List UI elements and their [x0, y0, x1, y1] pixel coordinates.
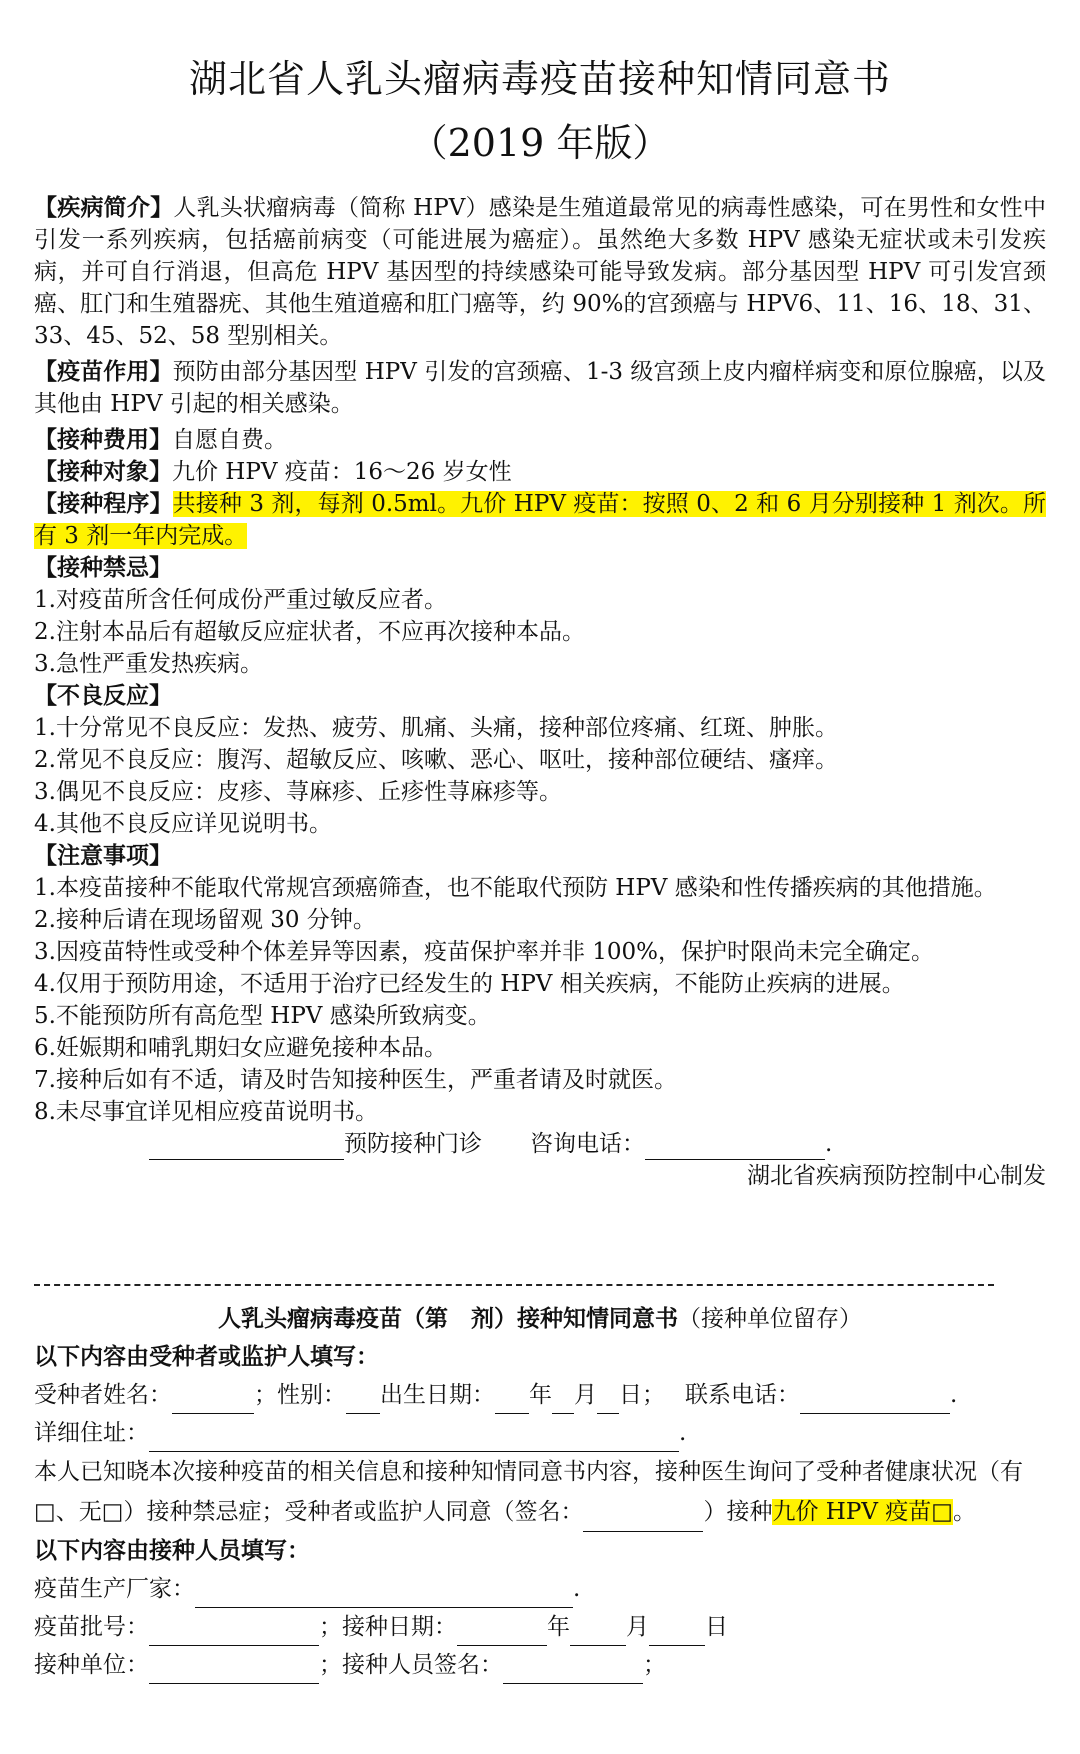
consent-end: 。 — [952, 1499, 976, 1525]
contact-phone-label: 联系电话： — [685, 1382, 800, 1408]
address-row — [34, 1414, 1046, 1452]
stub-title-row — [34, 1300, 1046, 1338]
dob-month-field[interactable] — [552, 1389, 574, 1414]
vaccination-unit-label: 接种单位： — [34, 1652, 149, 1678]
dob-year-field[interactable] — [495, 1389, 529, 1414]
fee-text: 自愿自费。 — [172, 427, 287, 453]
issuer: 湖北省疾病预防控制中心制发 — [747, 1163, 1046, 1189]
manufacturer-field[interactable] — [195, 1583, 573, 1608]
clinic-name-field[interactable] — [149, 1135, 344, 1160]
vaccination-day-field[interactable] — [649, 1621, 705, 1646]
contact-phone-field[interactable] — [800, 1389, 950, 1414]
contraindications-label: 【接种禁忌】 — [34, 555, 172, 581]
separator: ； — [254, 1382, 277, 1408]
adverse-reactions-label: 【不良反应】 — [34, 683, 172, 709]
address-label: 详细住址： — [34, 1420, 149, 1446]
phone-period: . — [825, 1131, 833, 1157]
recipient-name-label: 受种者姓名： — [34, 1382, 172, 1408]
vaccination-unit-field[interactable] — [149, 1659, 319, 1684]
target-text: 九价 HPV 疫苗：16～26 岁女性 — [172, 459, 512, 485]
disease-intro-text: 人乳头状瘤病毒（简称 HPV）感染是生殖道最常见的病毒性感染，可在男性和女性中引发一系列疾病，包括癌前病变（可能进展为癌症）。虽然绝大多数 HPV 感染无症状或未引发疾病，并可自行消退，但高危 HPV 基因型的持续感染可能导致发病。部分基因型 HPV 可引发宫颈癌、肛门和生殖器疣、其他生殖道癌和肛门癌等，约 90%的宫颈癌与 HPV6、11、16、18、31、33、45、52、58 型别相关。 — [34, 195, 1046, 349]
cut-line-divider — [34, 1284, 994, 1286]
manufacturer-period: . — [573, 1576, 581, 1602]
stub-title-note: （接种单位留存） — [678, 1306, 862, 1332]
target-label: 【接种对象】 — [34, 459, 172, 485]
contraindications-section — [34, 552, 1046, 680]
phone-field[interactable] — [645, 1135, 825, 1160]
phone-label: 咨询电话： — [530, 1131, 645, 1157]
manufacturer-row — [34, 1570, 1046, 1608]
vaccine-effect-label: 【疫苗作用】 — [34, 359, 173, 385]
recipient-info-row — [34, 1376, 1046, 1414]
dob-day-field[interactable] — [597, 1389, 619, 1414]
contraindication-item: 2.注射本品后有超敏反应症状者，不应再次接种本品。 — [34, 619, 585, 645]
clinic-label: 预防接种门诊 — [344, 1131, 482, 1157]
procedure-text-highlighted: 共接种 3 剂，每剂 0.5ml。九价 HPV 疫苗：按照 0、2 和 6 月分别接种 1 剂次。所有 3 剂一年内完成。 — [34, 491, 1046, 549]
vaccine-effect-section — [34, 356, 1046, 420]
note-item: 3.因疫苗特性或受种个体差异等因素，疫苗保护率并非 100%，保护时限尚未完全确定。 — [34, 939, 935, 965]
note-item: 1.本疫苗接种不能取代常规宫颈癌筛查，也不能取代预防 HPV 感染和性传播疾病的其他措施。 — [34, 875, 997, 901]
staff-signature-field[interactable] — [503, 1659, 643, 1684]
disease-intro-label: 【疾病简介】 — [34, 195, 174, 221]
target-section — [34, 456, 1046, 488]
gender-field[interactable] — [346, 1389, 380, 1414]
vaccination-year-field[interactable] — [457, 1621, 547, 1646]
fee-section — [34, 424, 1046, 456]
lot-label: 疫苗批号： — [34, 1614, 149, 1640]
dob-day-unit: 日； — [619, 1382, 665, 1408]
lot-field[interactable] — [149, 1621, 319, 1646]
note-item: 7.接种后如有不适，请及时告知接种医生，严重者请及时就医。 — [34, 1067, 677, 1093]
gender-label: 性别： — [277, 1382, 346, 1408]
notes-label: 【注意事项】 — [34, 843, 172, 869]
consent-after: ）接种 — [703, 1499, 773, 1525]
consent-vaccine-highlighted: 九价 HPV 疫苗□ — [772, 1499, 953, 1525]
dob-label: 出生日期： — [380, 1382, 495, 1408]
vaccination-year-unit: 年 — [547, 1614, 570, 1640]
stub-title: 人乳头瘤病毒疫苗（第 剂）接种知情同意书 — [218, 1306, 678, 1332]
note-item: 8.未尽事宜详见相应疫苗说明书。 — [34, 1099, 378, 1125]
address-period: . — [679, 1420, 687, 1446]
adverse-reaction-item: 2.常见不良反应：腹泻、超敏反应、咳嗽、恶心、呕吐，接种部位硬结、瘙痒。 — [34, 747, 838, 773]
contact-phone-period: . — [950, 1382, 958, 1408]
consent-text: 本人已知晓本次接种疫苗的相关信息和接种知情同意书内容，接种医生询问了受种者健康状况（有□、无□）接种禁忌症；受种者或监护人同意（签名： — [34, 1459, 1023, 1525]
vaccination-month-unit: 月 — [626, 1614, 649, 1640]
contraindication-item: 3.急性严重发热疾病。 — [34, 651, 263, 677]
note-item: 5.不能预防所有高危型 HPV 感染所致病变。 — [34, 1003, 491, 1029]
document-title: 湖北省人乳头瘤病毒疫苗接种知情同意书 — [188, 57, 891, 101]
note-item: 6.妊娠期和哺乳期妇女应避免接种本品。 — [34, 1035, 447, 1061]
vaccination-month-field[interactable] — [570, 1621, 626, 1646]
note-item: 4.仅用于预防用途，不适用于治疗已经发生的 HPV 相关疾病，不能防止疾病的进展。 — [34, 971, 905, 997]
procedure-section — [34, 488, 1046, 552]
signature-field[interactable] — [583, 1507, 703, 1532]
document-body — [34, 192, 1046, 1192]
recipient-section-heading: 以下内容由受种者或监护人填写： — [34, 1344, 379, 1370]
dob-year-unit: 年 — [529, 1382, 552, 1408]
vaccination-date-label: ；接种日期： — [319, 1614, 457, 1640]
consent-statement — [34, 1452, 1046, 1532]
recipient-name-field[interactable] — [172, 1389, 254, 1414]
lot-date-row — [34, 1608, 1046, 1646]
staff-signature-label: ；接种人员签名： — [319, 1652, 503, 1678]
vaccination-day-unit: 日 — [705, 1614, 728, 1640]
adverse-reaction-item: 1.十分常见不良反应：发热、疲劳、肌痛、头痛，接种部位疼痛、红斑、肿胀。 — [34, 715, 838, 741]
manufacturer-label: 疫苗生产厂家： — [34, 1576, 195, 1602]
staff-section-heading: 以下内容由接种人员填写： — [34, 1538, 310, 1564]
unit-staff-row — [34, 1646, 1046, 1684]
clinic-row — [34, 1128, 1046, 1160]
procedure-label: 【接种程序】 — [34, 491, 173, 517]
notes-section — [34, 840, 1046, 1128]
disease-intro-section — [34, 192, 1046, 352]
vaccine-effect-text: 预防由部分基因型 HPV 引发的宫颈癌、1-3 级宫颈上皮内瘤样病变和原位腺癌，以及其他由 HPV 引起的相关感染。 — [34, 359, 1047, 417]
staff-signature-end: ； — [643, 1652, 666, 1678]
fee-label: 【接种费用】 — [34, 427, 172, 453]
document-edition: （2019 年版） — [409, 121, 671, 165]
address-field[interactable] — [149, 1427, 679, 1452]
adverse-reaction-item: 4.其他不良反应详见说明书。 — [34, 811, 332, 837]
dob-month-unit: 月 — [574, 1382, 597, 1408]
retained-stub — [34, 1300, 1046, 1684]
contraindication-item: 1.对疫苗所含任何成份严重过敏反应者。 — [34, 587, 447, 613]
adverse-reaction-item: 3.偶见不良反应：皮疹、荨麻疹、丘疹性荨麻疹等。 — [34, 779, 562, 805]
adverse-reactions-section — [34, 680, 1046, 840]
note-item: 2.接种后请在现场留观 30 分钟。 — [34, 907, 376, 933]
